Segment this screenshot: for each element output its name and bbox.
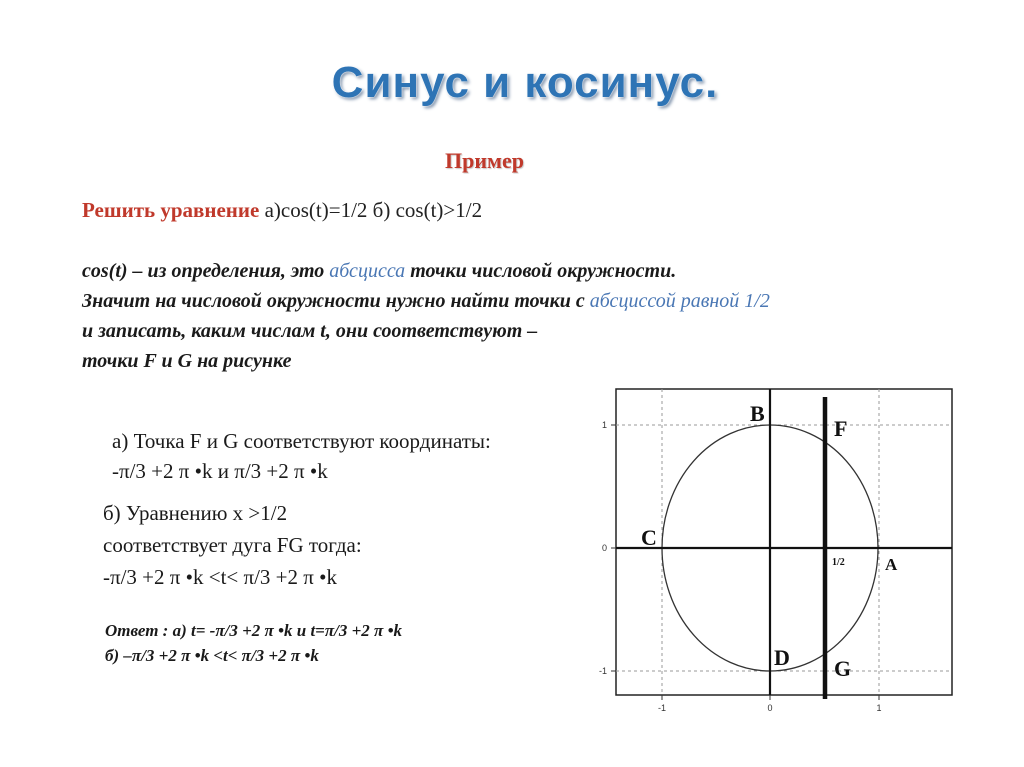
point-label-b: B xyxy=(750,401,765,426)
solution-part-a xyxy=(112,426,491,486)
definition-text xyxy=(82,256,770,376)
task-prefix: Решить уравнение xyxy=(82,198,265,222)
point-label-g: G xyxy=(834,656,852,681)
point-label-c: C xyxy=(641,525,657,550)
task-equation: а)cos(t)=1/2 б) cos(t)>1/2 xyxy=(264,198,483,222)
definition-line-4: точки F и G на рисунке xyxy=(82,350,292,372)
part-b-line-2: соответствует дуга FG тогда: xyxy=(103,533,362,557)
definition-line-2 xyxy=(82,286,770,316)
abscissa-half-highlight: абсциссой равной 1/2 xyxy=(589,290,770,312)
example-heading: Пример xyxy=(445,148,525,173)
x-tick-label-0: 0 xyxy=(767,703,773,713)
part-b-line-1: б) Уравнению x >1/2 xyxy=(103,501,288,525)
part-a-line-1: а) Точка F и G соответствуют координаты: xyxy=(112,429,491,453)
answer-line-1: Ответ : а) t= -π/3 +2 π •k и t=π/3 +2 π •k xyxy=(105,621,403,640)
y-tick-label-1: 1 xyxy=(601,420,607,430)
part-b-line-3: -π/3 +2 π •k <t< π/3 +2 π •k xyxy=(103,565,337,589)
abscissa-highlight: абсцисса xyxy=(329,260,406,282)
answer-block xyxy=(105,618,402,668)
answer-line-2: б) –π/3 +2 π •k <t< π/3 +2 π •k xyxy=(105,646,319,665)
y-tick-label-neg1: -1 xyxy=(598,666,607,676)
slide-title: Синус и косинус. xyxy=(331,58,719,107)
point-label-a: A xyxy=(885,555,898,574)
x-tick-label-1: 1 xyxy=(876,703,882,713)
definition-line-1-start: cos(t) – из определения, это xyxy=(82,260,330,282)
definition-line-2-start: Значит на числовой окружности нужно найти точки с xyxy=(82,290,590,312)
definition-line-3: и записать, каким числам t, они соответствуют – xyxy=(82,320,538,342)
point-label-d: D xyxy=(774,645,790,670)
unit-circle-figure xyxy=(588,385,968,715)
task-statement xyxy=(82,198,482,223)
definition-line-1-end: точки числовой окружности. xyxy=(405,260,677,282)
half-label: 1/2 xyxy=(832,557,845,568)
point-label-f: F xyxy=(834,416,848,441)
definition-line-1 xyxy=(82,256,770,286)
solution-part-b xyxy=(103,497,362,593)
y-tick-label-0: 0 xyxy=(601,543,607,553)
part-a-line-2: -π/3 +2 π •k и π/3 +2 π •k xyxy=(112,459,328,483)
x-tick-label-neg1: -1 xyxy=(657,703,667,713)
